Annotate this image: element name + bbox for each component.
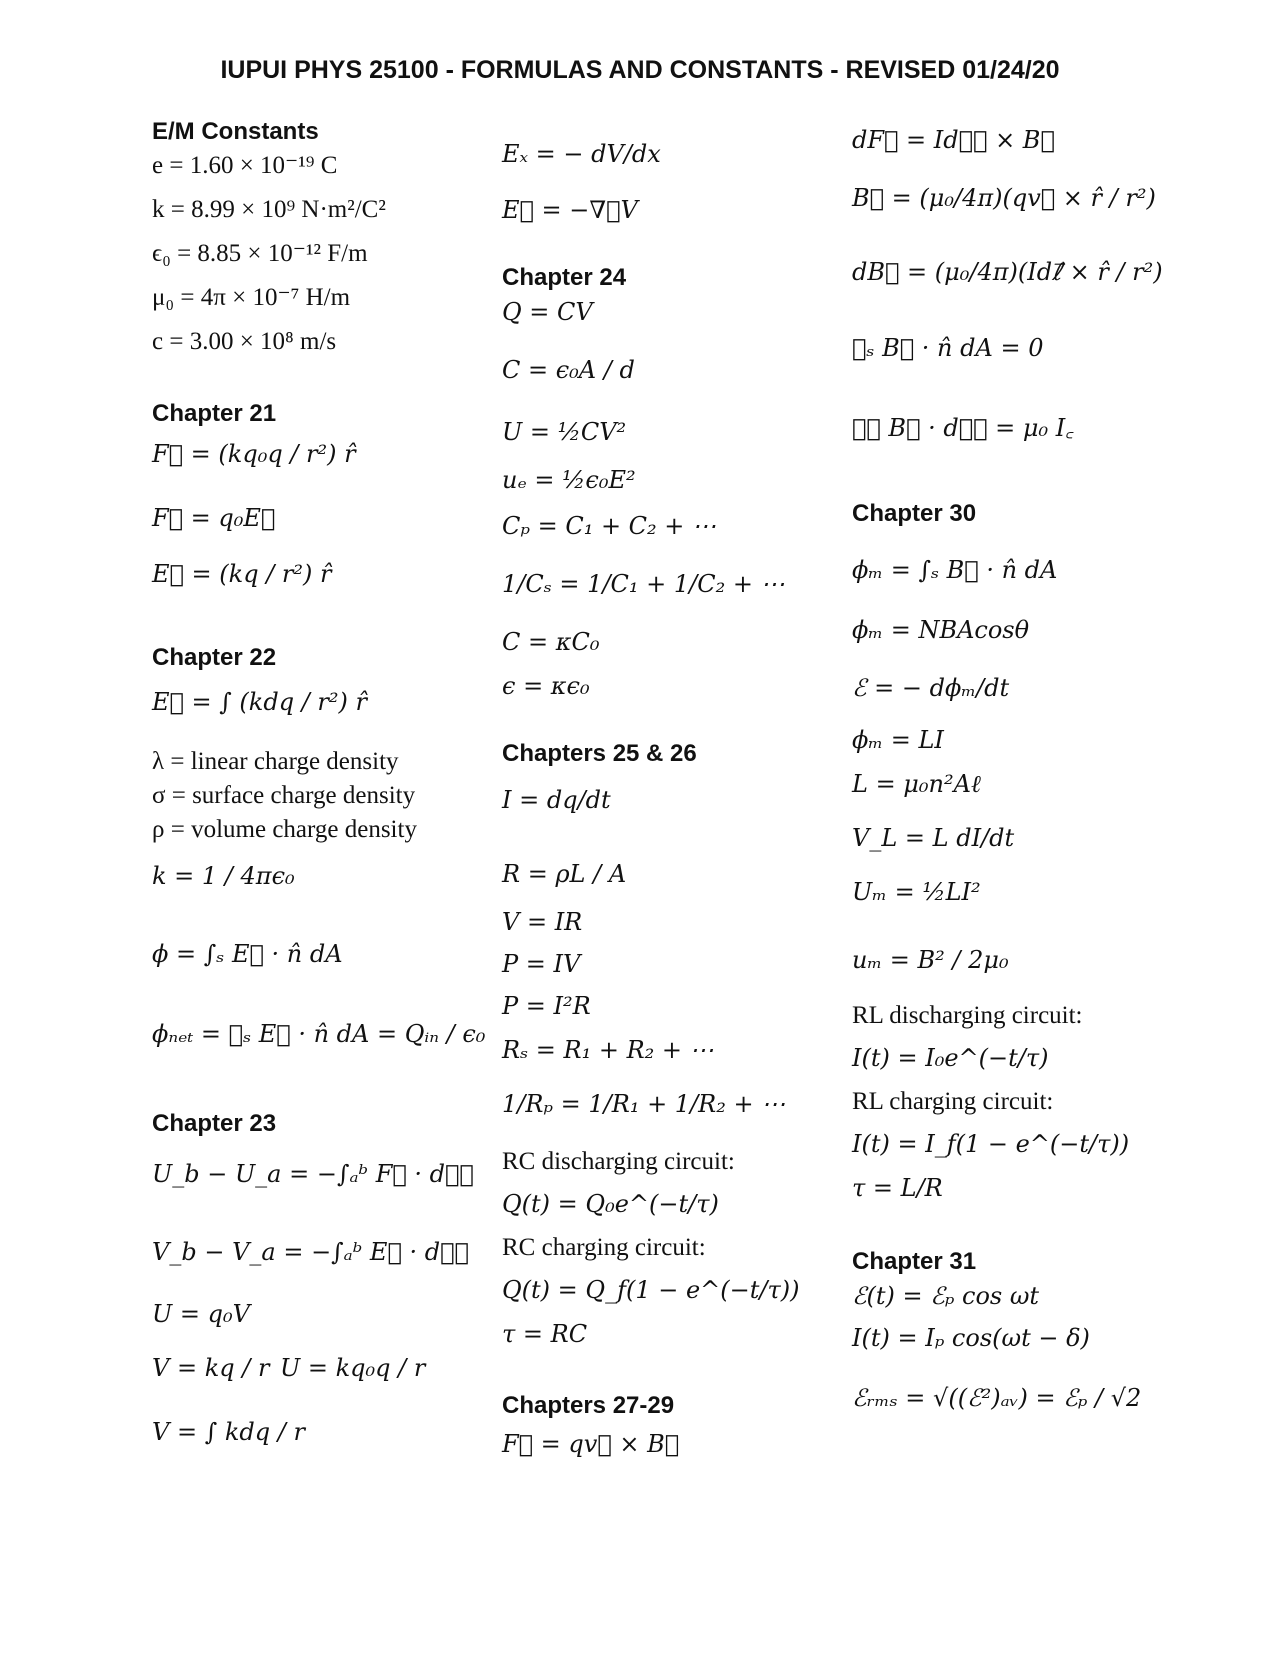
- label-rc-discharging: RC discharging circuit:: [502, 1148, 735, 1175]
- formula-ampere-law: ∮꜀ B⃗ · dℓ⃗ = μ₀ I꜀: [852, 414, 1074, 442]
- formula-lorentz-force: F⃗ = qv⃗ × B⃗: [502, 1430, 680, 1458]
- formula-point-energy: U = kq₀q / r: [280, 1354, 426, 1382]
- formula-q-cv: Q = CV: [502, 298, 593, 326]
- formula-force-field: F⃗ = q₀E⃗: [152, 504, 276, 532]
- formula-coulomb-force: F⃗ = (kq₀q / r²) r̂: [152, 440, 356, 468]
- def-linear-density: λ = linear charge density: [152, 748, 399, 775]
- formula-inductor-energy: Uₘ = ½LI²: [852, 878, 981, 906]
- section-chapter-22: Chapter 22: [152, 644, 277, 671]
- formula-current: I = dq/dt: [502, 786, 611, 814]
- section-chapters-27-29: Chapters 27-29: [502, 1392, 675, 1419]
- formula-parallel-plate: C = ϵ₀A / d: [502, 356, 635, 384]
- formula-capacitor-energy: U = ½CV²: [502, 418, 627, 446]
- formula-gauss-law: ϕₙₑₜ = ∮ₛ E⃗ · n̂ dA = Qᵢₙ / ϵ₀: [152, 1020, 486, 1048]
- formula-ohm: V = IR: [502, 908, 583, 936]
- formula-series-resistance: Rₛ = R₁ + R₂ + ⋯: [502, 1036, 714, 1064]
- formula-k: k = 1 / 4πϵ₀: [152, 862, 295, 890]
- formula-magnetic-energy-density: uₘ = B² / 2μ₀: [852, 946, 1009, 974]
- formula-permittivity: ϵ = κϵ₀: [502, 672, 590, 700]
- formula-biot-savart: dB⃗ = (μ₀/4π)(Idℓ⃗ × r̂ / r²): [852, 258, 1163, 286]
- formula-gradient: E⃗ = −∇⃗V: [502, 196, 638, 224]
- formula-parallel-resistance: 1/Rₚ = 1/R₁ + 1/R₂ + ⋯: [502, 1090, 786, 1118]
- section-em-constants: E/M Constants: [152, 118, 319, 145]
- formula-inductance: L = μ₀n²Aℓ: [852, 770, 981, 798]
- constant-c: c = 3.00 × 10⁸ m/s: [152, 328, 337, 355]
- formula-ac-emf: ℰ(t) = ℰₚ cos ωt: [852, 1282, 1040, 1310]
- formula-flux: ϕ = ∫ₛ E⃗ · n̂ dA: [152, 940, 343, 968]
- formula-energy-density: uₑ = ½ϵ₀E²: [502, 466, 636, 494]
- formula-point-field: E⃗ = (kq / r²) r̂: [152, 560, 332, 588]
- section-chapter-21: Chapter 21: [152, 400, 277, 427]
- section-chapter-23: Chapter 23: [152, 1110, 277, 1137]
- formula-series-capacitance: 1/Cₛ = 1/C₁ + 1/C₂ + ⋯: [502, 570, 785, 598]
- formula-potential-diff: V_b − V_a = −∫ₐᵇ E⃗ · dℓ⃗: [152, 1238, 469, 1266]
- formula-power-i2r: P = I²R: [502, 992, 591, 1020]
- page-title: IUPUI PHYS 25100 - FORMULAS AND CONSTANTS - REVISED 01/24/20: [220, 56, 1060, 84]
- label-rl-charging: RL charging circuit:: [852, 1088, 1054, 1115]
- formula-point-potential: V = kq / r: [152, 1354, 270, 1382]
- formula-rl-charge: I(t) = I_f(1 − e^(−t/τ)): [852, 1130, 1130, 1158]
- formula-flux-li: ϕₘ = LI: [852, 726, 944, 754]
- formula-potential-energy-diff: U_b − U_a = −∫ₐᵇ F⃗ · dℓ⃗: [152, 1160, 474, 1188]
- formula-continuous-field: E⃗ = ∫ (kdq / r²) r̂: [152, 688, 367, 716]
- formula-rc-discharge: Q(t) = Q₀e^(−t/τ): [502, 1190, 719, 1218]
- formula-resistance: R = ρL / A: [502, 860, 627, 888]
- formula-faraday: ℰ = − dϕₘ/dt: [852, 674, 1010, 702]
- constant-e: e = 1.60 × 10⁻¹⁹ C: [152, 152, 338, 179]
- formula-rc-tau: τ = RC: [502, 1320, 588, 1348]
- formula-continuous-potential: V = ∫ kdq / r: [152, 1418, 305, 1446]
- section-chapter-30: Chapter 30: [852, 500, 977, 527]
- formula-rc-charge: Q(t) = Q_f(1 − e^(−t/τ)): [502, 1276, 800, 1304]
- formula-power-iv: P = IV: [502, 950, 581, 978]
- section-chapter-24: Chapter 24: [502, 264, 627, 291]
- formula-inductor-voltage: V_L = L dI/dt: [852, 824, 1015, 852]
- formula-magnetic-flux: ϕₘ = ∫ₛ B⃗ · n̂ dA: [852, 556, 1058, 584]
- formula-parallel-capacitance: Cₚ = C₁ + C₂ + ⋯: [502, 512, 717, 540]
- formula-rms-emf: ℰᵣₘₛ = √((ℰ²)ₐᵥ) = ℰₚ / √2: [852, 1384, 1142, 1412]
- constant-k: k = 8.99 × 10⁹ N·m²/C²: [152, 196, 386, 223]
- section-chapters-25-26: Chapters 25 & 26: [502, 740, 697, 767]
- formula-dielectric-capacitance: C = κC₀: [502, 628, 600, 656]
- formula-ac-current: I(t) = Iₚ cos(ωt − δ): [852, 1324, 1090, 1352]
- formula-u-q0v: U = q₀V: [152, 1300, 250, 1328]
- formula-ex: Eₓ = − dV/dx: [502, 140, 661, 168]
- def-surface-density: σ = surface charge density: [152, 782, 416, 809]
- label-rc-charging: RC charging circuit:: [502, 1234, 706, 1261]
- formula-moving-charge-field: B⃗ = (μ₀/4π)(qv⃗ × r̂ / r²): [852, 184, 1156, 212]
- formula-flux-nbacos: ϕₘ = NBAcosθ: [852, 616, 1030, 644]
- constant-epsilon0: ϵ₀ = 8.85 × 10⁻¹² F/m: [152, 240, 368, 267]
- formula-wire-force: dF⃗ = Idℓ⃗ × B⃗: [852, 126, 1055, 154]
- def-volume-density: ρ = volume charge density: [152, 816, 417, 843]
- formula-gauss-magnetism: ∮ₛ B⃗ · n̂ dA = 0: [852, 334, 1044, 362]
- label-rl-discharging: RL discharging circuit:: [852, 1002, 1083, 1029]
- constant-mu0: μ₀ = 4π × 10⁻⁷ H/m: [152, 284, 351, 311]
- formula-rl-discharge: I(t) = I₀e^(−t/τ): [852, 1044, 1049, 1072]
- formula-rl-tau: τ = L/R: [852, 1174, 943, 1202]
- section-chapter-31: Chapter 31: [852, 1248, 977, 1275]
